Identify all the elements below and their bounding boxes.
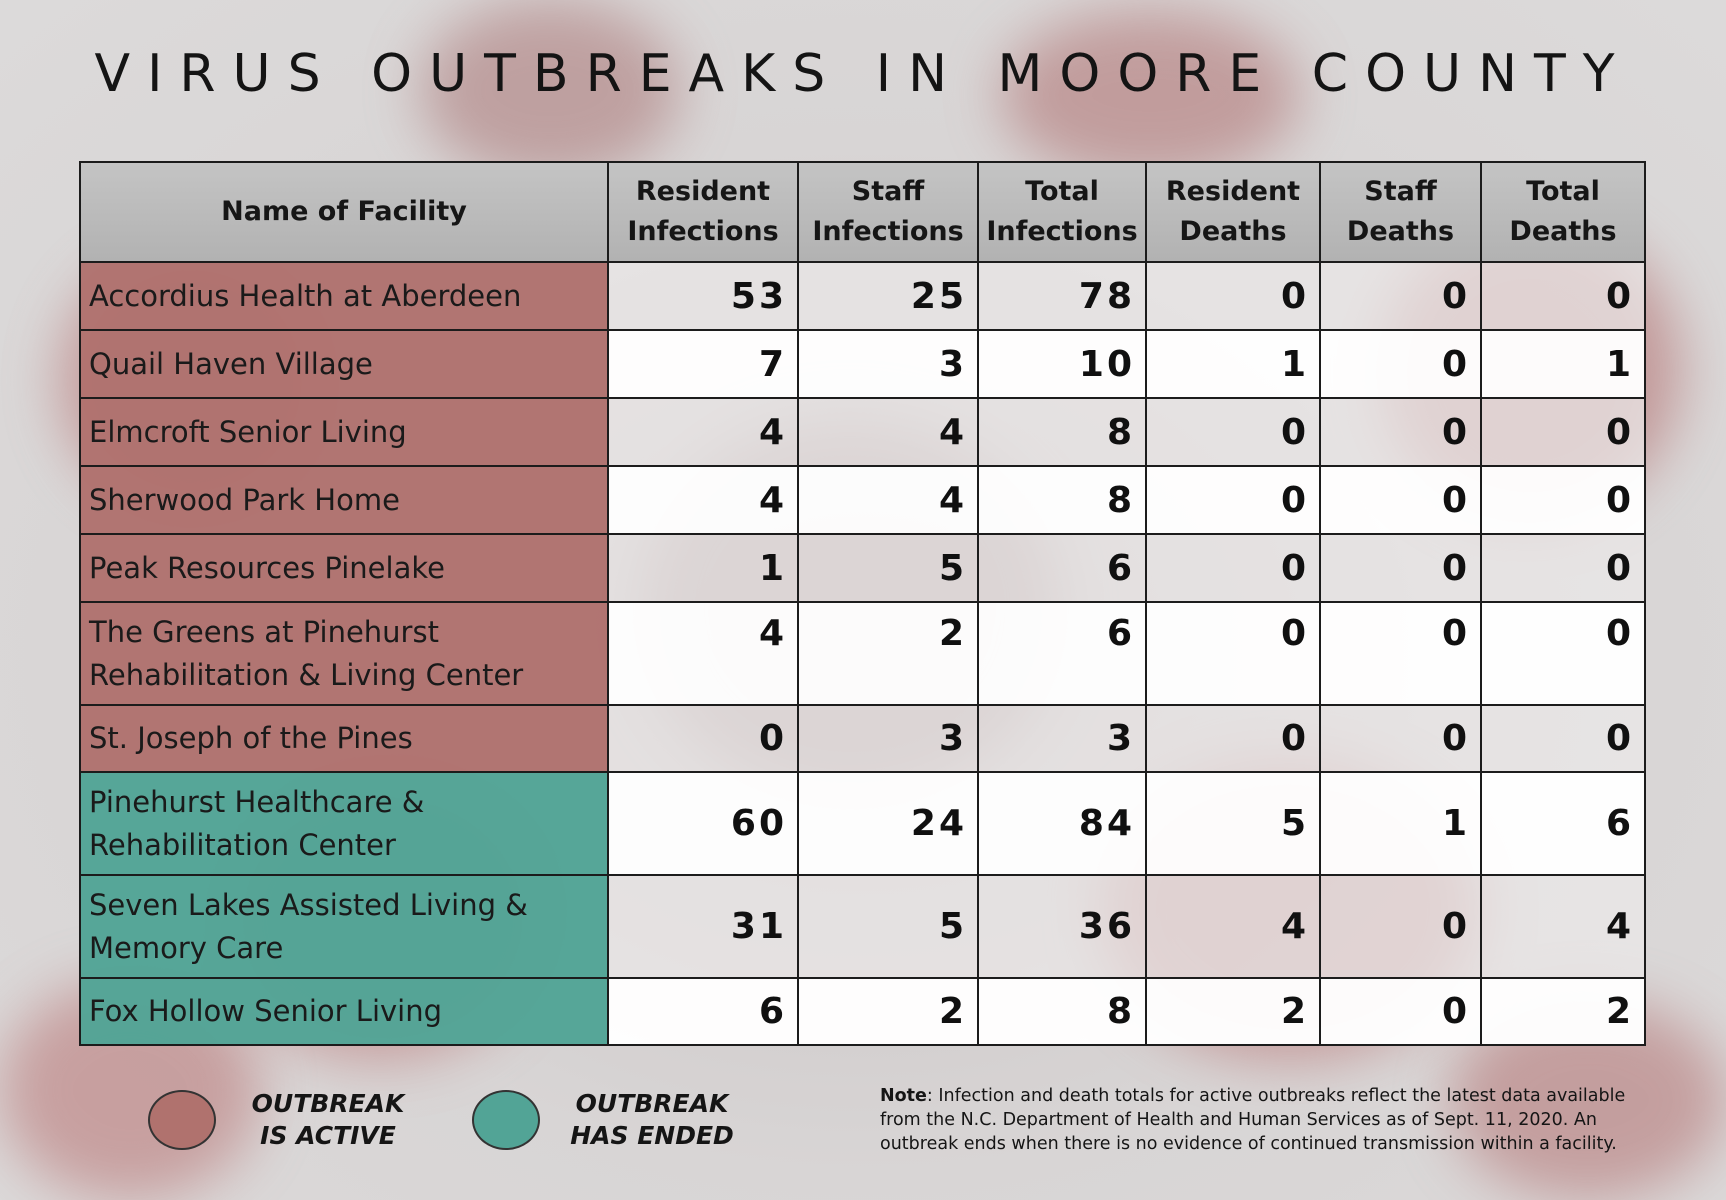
resident-deaths-cell: 1 [1146, 330, 1320, 398]
table-row [80, 398, 1645, 466]
staff-deaths-cell: 0 [1320, 262, 1481, 330]
table-row [80, 875, 1645, 978]
resident-deaths-cell: 0 [1146, 398, 1320, 466]
staff-infections-cell: 4 [798, 466, 978, 534]
resident-infections-cell: 31 [608, 875, 798, 978]
total-deaths-cell: 6 [1481, 772, 1645, 875]
staff-deaths-cell: 1 [1320, 772, 1481, 875]
table-body [80, 262, 1645, 1045]
resident-deaths-cell: 0 [1146, 262, 1320, 330]
page-title: VIRUS OUTBREAKS IN MOORE COUNTY [94, 44, 1632, 104]
total-deaths-cell: 1 [1481, 330, 1645, 398]
column-header-resident-infections: Resident Infections [608, 162, 798, 262]
total-infections-cell: 8 [978, 466, 1146, 534]
resident-infections-cell: 60 [608, 772, 798, 875]
legend-ended-line1: OUTBREAK [575, 1089, 729, 1118]
table-header [80, 162, 1645, 262]
staff-deaths-cell: 0 [1320, 602, 1481, 705]
note-text: : Infection and death totals for active outbreaks reflect the latest data available from the N.C. Department of Health and Human Services as of Sept. 11, 2020. An outbreak ends when there is no evidence of continued transmission within a facility. [880, 1086, 1626, 1154]
resident-deaths-cell: 0 [1146, 534, 1320, 602]
table-row [80, 602, 1645, 705]
table-row [80, 466, 1645, 534]
column-header-facility: Name of Facility [80, 162, 608, 262]
table-row [80, 772, 1645, 875]
note-label: Note [880, 1086, 927, 1106]
table-row [80, 330, 1645, 398]
facility-name: Elmcroft Senior Living [80, 398, 608, 466]
resident-infections-cell: 4 [608, 602, 798, 705]
staff-deaths-cell: 0 [1320, 534, 1481, 602]
staff-deaths-cell: 0 [1320, 330, 1481, 398]
staff-infections-cell: 4 [798, 398, 978, 466]
resident-deaths-cell: 4 [1146, 875, 1320, 978]
total-infections-cell: 10 [978, 330, 1146, 398]
resident-infections-cell: 53 [608, 262, 798, 330]
total-deaths-cell: 0 [1481, 534, 1645, 602]
legend-active-line2: IS ACTIVE [260, 1121, 396, 1150]
total-deaths-cell: 2 [1481, 978, 1645, 1045]
outbreak-table [79, 161, 1646, 1046]
facility-name: Quail Haven Village [80, 330, 608, 398]
total-infections-cell: 6 [978, 602, 1146, 705]
column-header-total-deaths: Total Deaths [1481, 162, 1645, 262]
resident-deaths-cell: 0 [1146, 466, 1320, 534]
staff-deaths-cell: 0 [1320, 705, 1481, 772]
staff-infections-cell: 24 [798, 772, 978, 875]
resident-infections-cell: 0 [608, 705, 798, 772]
total-infections-cell: 3 [978, 705, 1146, 772]
resident-deaths-cell: 0 [1146, 602, 1320, 705]
resident-infections-cell: 4 [608, 466, 798, 534]
staff-infections-cell: 5 [798, 534, 978, 602]
column-header-staff-deaths: Staff Deaths [1320, 162, 1481, 262]
legend-ended-label [552, 1088, 752, 1152]
staff-deaths-cell: 0 [1320, 875, 1481, 978]
table-row [80, 705, 1645, 772]
staff-infections-cell: 25 [798, 262, 978, 330]
table-row [80, 262, 1645, 330]
facility-name: Pinehurst Healthcare & Rehabilitation Center [80, 772, 608, 875]
legend-active-line1: OUTBREAK [251, 1089, 405, 1118]
column-header-staff-infections: Staff Infections [798, 162, 978, 262]
facility-name: The Greens at Pinehurst Rehabilitation & Living Center [80, 602, 608, 705]
ended-swatch [472, 1090, 540, 1150]
resident-infections-cell: 6 [608, 978, 798, 1045]
facility-name: Accordius Health at Aberdeen [80, 262, 608, 330]
total-infections-cell: 8 [978, 398, 1146, 466]
total-deaths-cell: 4 [1481, 875, 1645, 978]
total-infections-cell: 78 [978, 262, 1146, 330]
staff-deaths-cell: 0 [1320, 978, 1481, 1045]
staff-infections-cell: 2 [798, 978, 978, 1045]
table-row [80, 534, 1645, 602]
resident-deaths-cell: 5 [1146, 772, 1320, 875]
resident-infections-cell: 1 [608, 534, 798, 602]
total-infections-cell: 8 [978, 978, 1146, 1045]
active-swatch [148, 1090, 216, 1150]
total-deaths-cell: 0 [1481, 398, 1645, 466]
legend-active-label [228, 1088, 428, 1152]
staff-deaths-cell: 0 [1320, 466, 1481, 534]
column-header-total-infections: Total Infections [978, 162, 1146, 262]
facility-name: Seven Lakes Assisted Living & Memory Care [80, 875, 608, 978]
facility-name: Fox Hollow Senior Living [80, 978, 608, 1045]
resident-infections-cell: 4 [608, 398, 798, 466]
staff-infections-cell: 3 [798, 705, 978, 772]
footnote [880, 1084, 1640, 1156]
total-deaths-cell: 0 [1481, 262, 1645, 330]
total-infections-cell: 84 [978, 772, 1146, 875]
facility-name: Sherwood Park Home [80, 466, 608, 534]
facility-name: St. Joseph of the Pines [80, 705, 608, 772]
total-deaths-cell: 0 [1481, 705, 1645, 772]
total-infections-cell: 6 [978, 534, 1146, 602]
resident-deaths-cell: 2 [1146, 978, 1320, 1045]
legend-outbreak-active [148, 1088, 448, 1152]
column-header-resident-deaths: Resident Deaths [1146, 162, 1320, 262]
facility-name: Peak Resources Pinelake [80, 534, 608, 602]
staff-infections-cell: 2 [798, 602, 978, 705]
staff-infections-cell: 3 [798, 330, 978, 398]
staff-infections-cell: 5 [798, 875, 978, 978]
total-deaths-cell: 0 [1481, 602, 1645, 705]
total-deaths-cell: 0 [1481, 466, 1645, 534]
staff-deaths-cell: 0 [1320, 398, 1481, 466]
resident-infections-cell: 7 [608, 330, 798, 398]
legend-ended-line2: HAS ENDED [570, 1121, 734, 1150]
resident-deaths-cell: 0 [1146, 705, 1320, 772]
legend-outbreak-ended [472, 1088, 772, 1152]
table-row [80, 978, 1645, 1045]
total-infections-cell: 36 [978, 875, 1146, 978]
